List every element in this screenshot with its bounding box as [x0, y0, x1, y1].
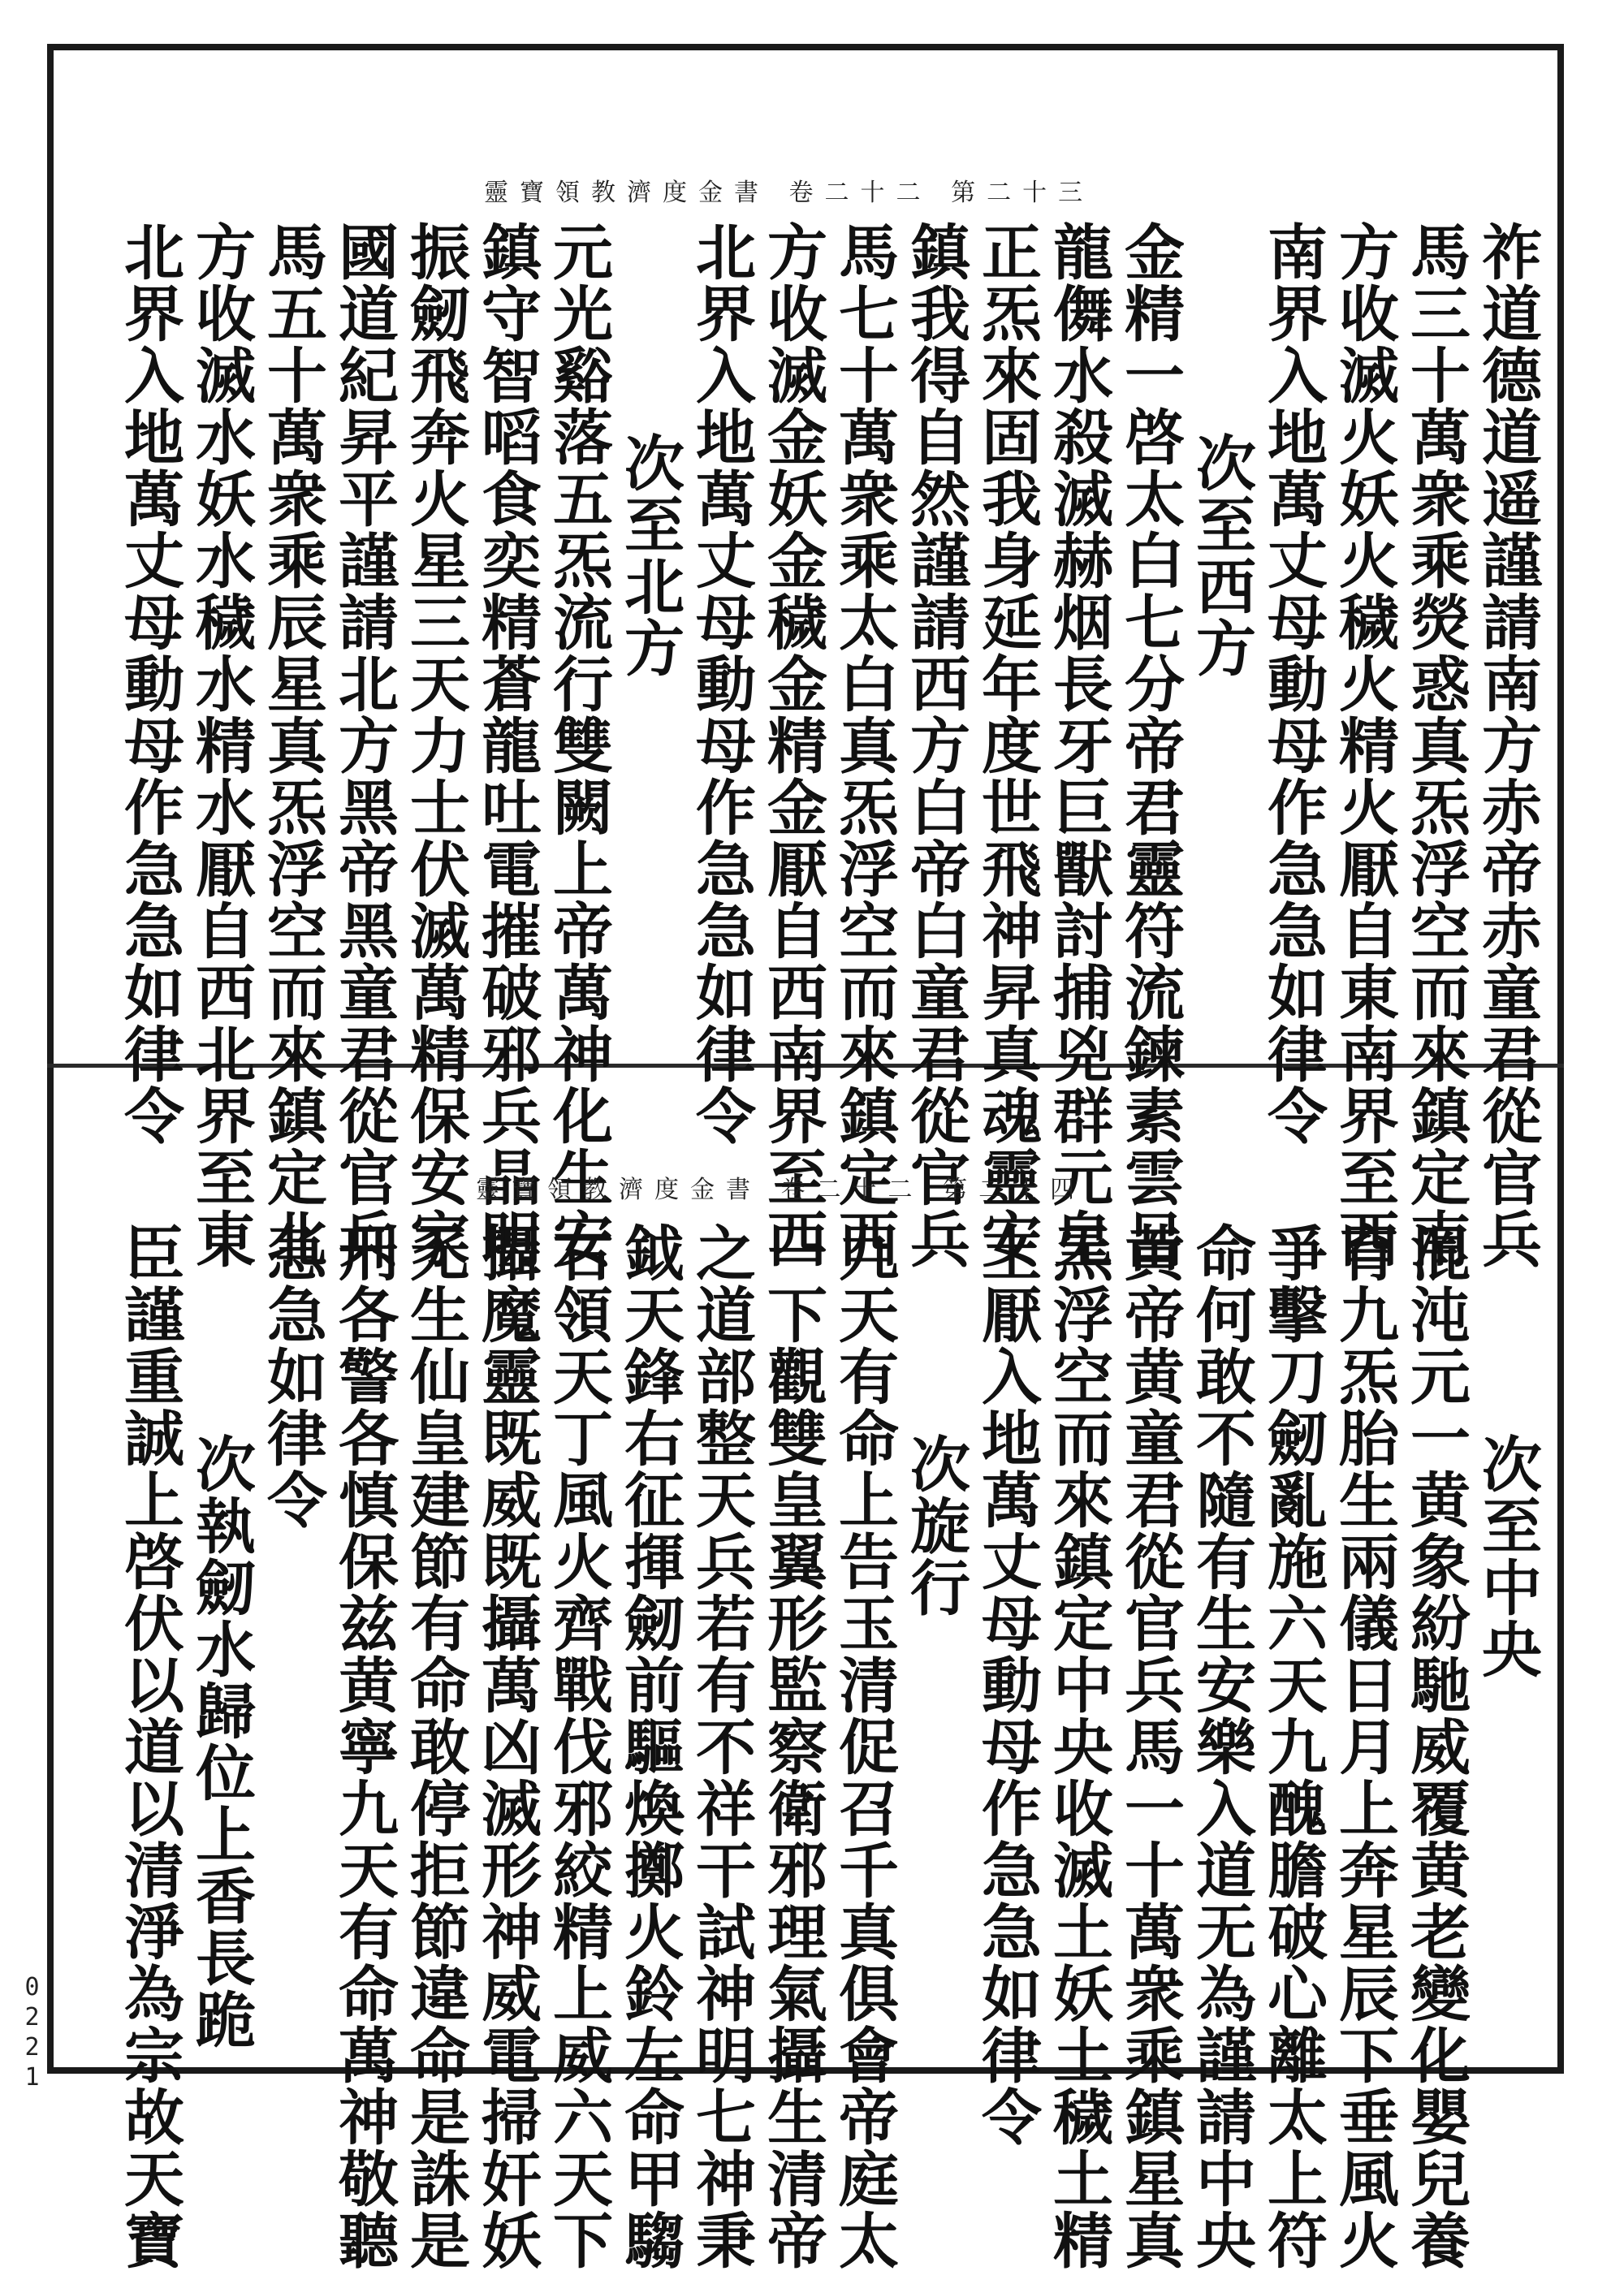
text-column: 鎮我得自然謹請西方白帝白童君從官兵 — [901, 221, 970, 1270]
text-column: 方收滅水妖水穢水精水厭自西北界至東 — [186, 221, 256, 1270]
text-column: 北界入地萬丈母動母作急急如律令 — [686, 221, 756, 1146]
text-column: 南界入地萬丈母動母作急急如律令 — [1258, 221, 1328, 1146]
text-column: 炁浮空而來鎮定中央收滅土妖土穢土精 — [1043, 1222, 1113, 2271]
text-column: 土厭入地萬丈母動母作急急如律令 — [972, 1222, 1042, 2148]
text-column: 臣謹重誠上啓伏以道以清淨為宗故天寶 — [114, 1222, 184, 2271]
text-column: 一下觀雙皇翼形監察衛邪理氣攝生清帝 — [758, 1222, 827, 2271]
text-column: 馬七十萬衆乘太白真炁浮空而來鎮定西 — [829, 221, 899, 1270]
text-column: 正炁來固我身延年度世飛神昇真魂靈安 — [972, 221, 1042, 1270]
text-column: 鎮守智㗖食奕精蒼龍吐電摧破邪兵晶明 — [472, 221, 542, 1270]
text-column: 馬三十萬衆乘熒惑真炁浮空而來鎮定南 — [1401, 221, 1471, 1270]
text-column: 振劒飛奔火星三天力士伏滅萬精保安家 — [400, 221, 470, 1270]
text-column: 祚道德道遥謹請南方赤帝赤童君從官兵 — [1472, 221, 1542, 1270]
text-column: 方收滅火妖火穢火精火厭自東南界至西 — [1329, 221, 1399, 1270]
text-column: 元光谿落五炁流行雙闕上帝萬神化生安 — [543, 221, 613, 1270]
text-column: 爭擊刀劒亂施六天九醜膽破心離太上符 — [1258, 1222, 1328, 2271]
text-column: 混沌元一黄象紛馳威覆黄老變化嬰兒養 — [1401, 1222, 1471, 2271]
section-heading: 次執劒水歸位上香長跪 — [186, 1433, 256, 2050]
text-column: 九天有命上告玉清促召千真俱會帝庭太 — [829, 1222, 899, 2271]
page-side-number: 0221 — [18, 1973, 46, 2093]
text-column: 北界入地萬丈母動母作急急如律令 — [114, 221, 184, 1146]
text-column: 攝魔靈既威既攝萬凶滅形神威電掃奸妖 — [472, 1222, 542, 2271]
text-column: 龍儛水殺滅赫烟長牙巨獸討捕兇群元皇 — [1043, 221, 1113, 1270]
text-column: 鉞天鋒右征揮劒前驅煥擲火鈴左命甲騶 — [615, 1222, 685, 2271]
text-column: 之道部整天兵若有不祥干試神明七神秉 — [686, 1222, 756, 2271]
text-column: 黄帝黄童君從官兵馬一十萬衆乘鎮星真 — [1115, 1222, 1185, 2271]
text-column: 刑各警各慎保兹黄寧九天有命萬神敬聽 — [329, 1222, 399, 2271]
text-column: 右領天丁風火齊戰伐邪絞精上威六天下 — [543, 1222, 613, 2271]
bottom-half-page — [54, 1068, 1557, 2271]
section-heading: 次至北方 — [615, 432, 685, 679]
text-column: 命何敢不隨有生安樂入道无為謹請中央 — [1186, 1222, 1256, 2271]
text-column: 馬五十萬衆乘辰星真炁浮空而來鎮定北 — [257, 221, 327, 1270]
bottom-running-header: 靈寶領教濟度金書 卷二十二 第二十四 — [476, 1176, 1086, 1204]
section-heading: 次旋行 — [901, 1433, 970, 1618]
bottom-text-columns — [115, 1222, 1541, 2271]
top-running-header: 靈寶領教濟度金書 卷二十二 第二十三 — [484, 179, 1095, 207]
section-heading: 次至西方 — [1186, 432, 1256, 679]
text-column: 方收滅金妖金穢金精金厭自西南界至西 — [758, 221, 827, 1270]
text-column: 急急如律令 — [257, 1222, 327, 1531]
text-column: 育九炁胎生兩儀日月上奔星辰下垂風火 — [1329, 1222, 1399, 2271]
text-column: 國道紀昇平謹請北方黑帝黑童君從官兵 — [329, 221, 399, 1270]
text-column: 无生仙皇建節有命敢停拒節違命是誅是 — [400, 1222, 470, 2271]
text-column: 金精一啓太白七分帝君靈符流鍊素雲呂 — [1115, 221, 1185, 1270]
section-heading: 次至中央 — [1472, 1433, 1542, 1680]
